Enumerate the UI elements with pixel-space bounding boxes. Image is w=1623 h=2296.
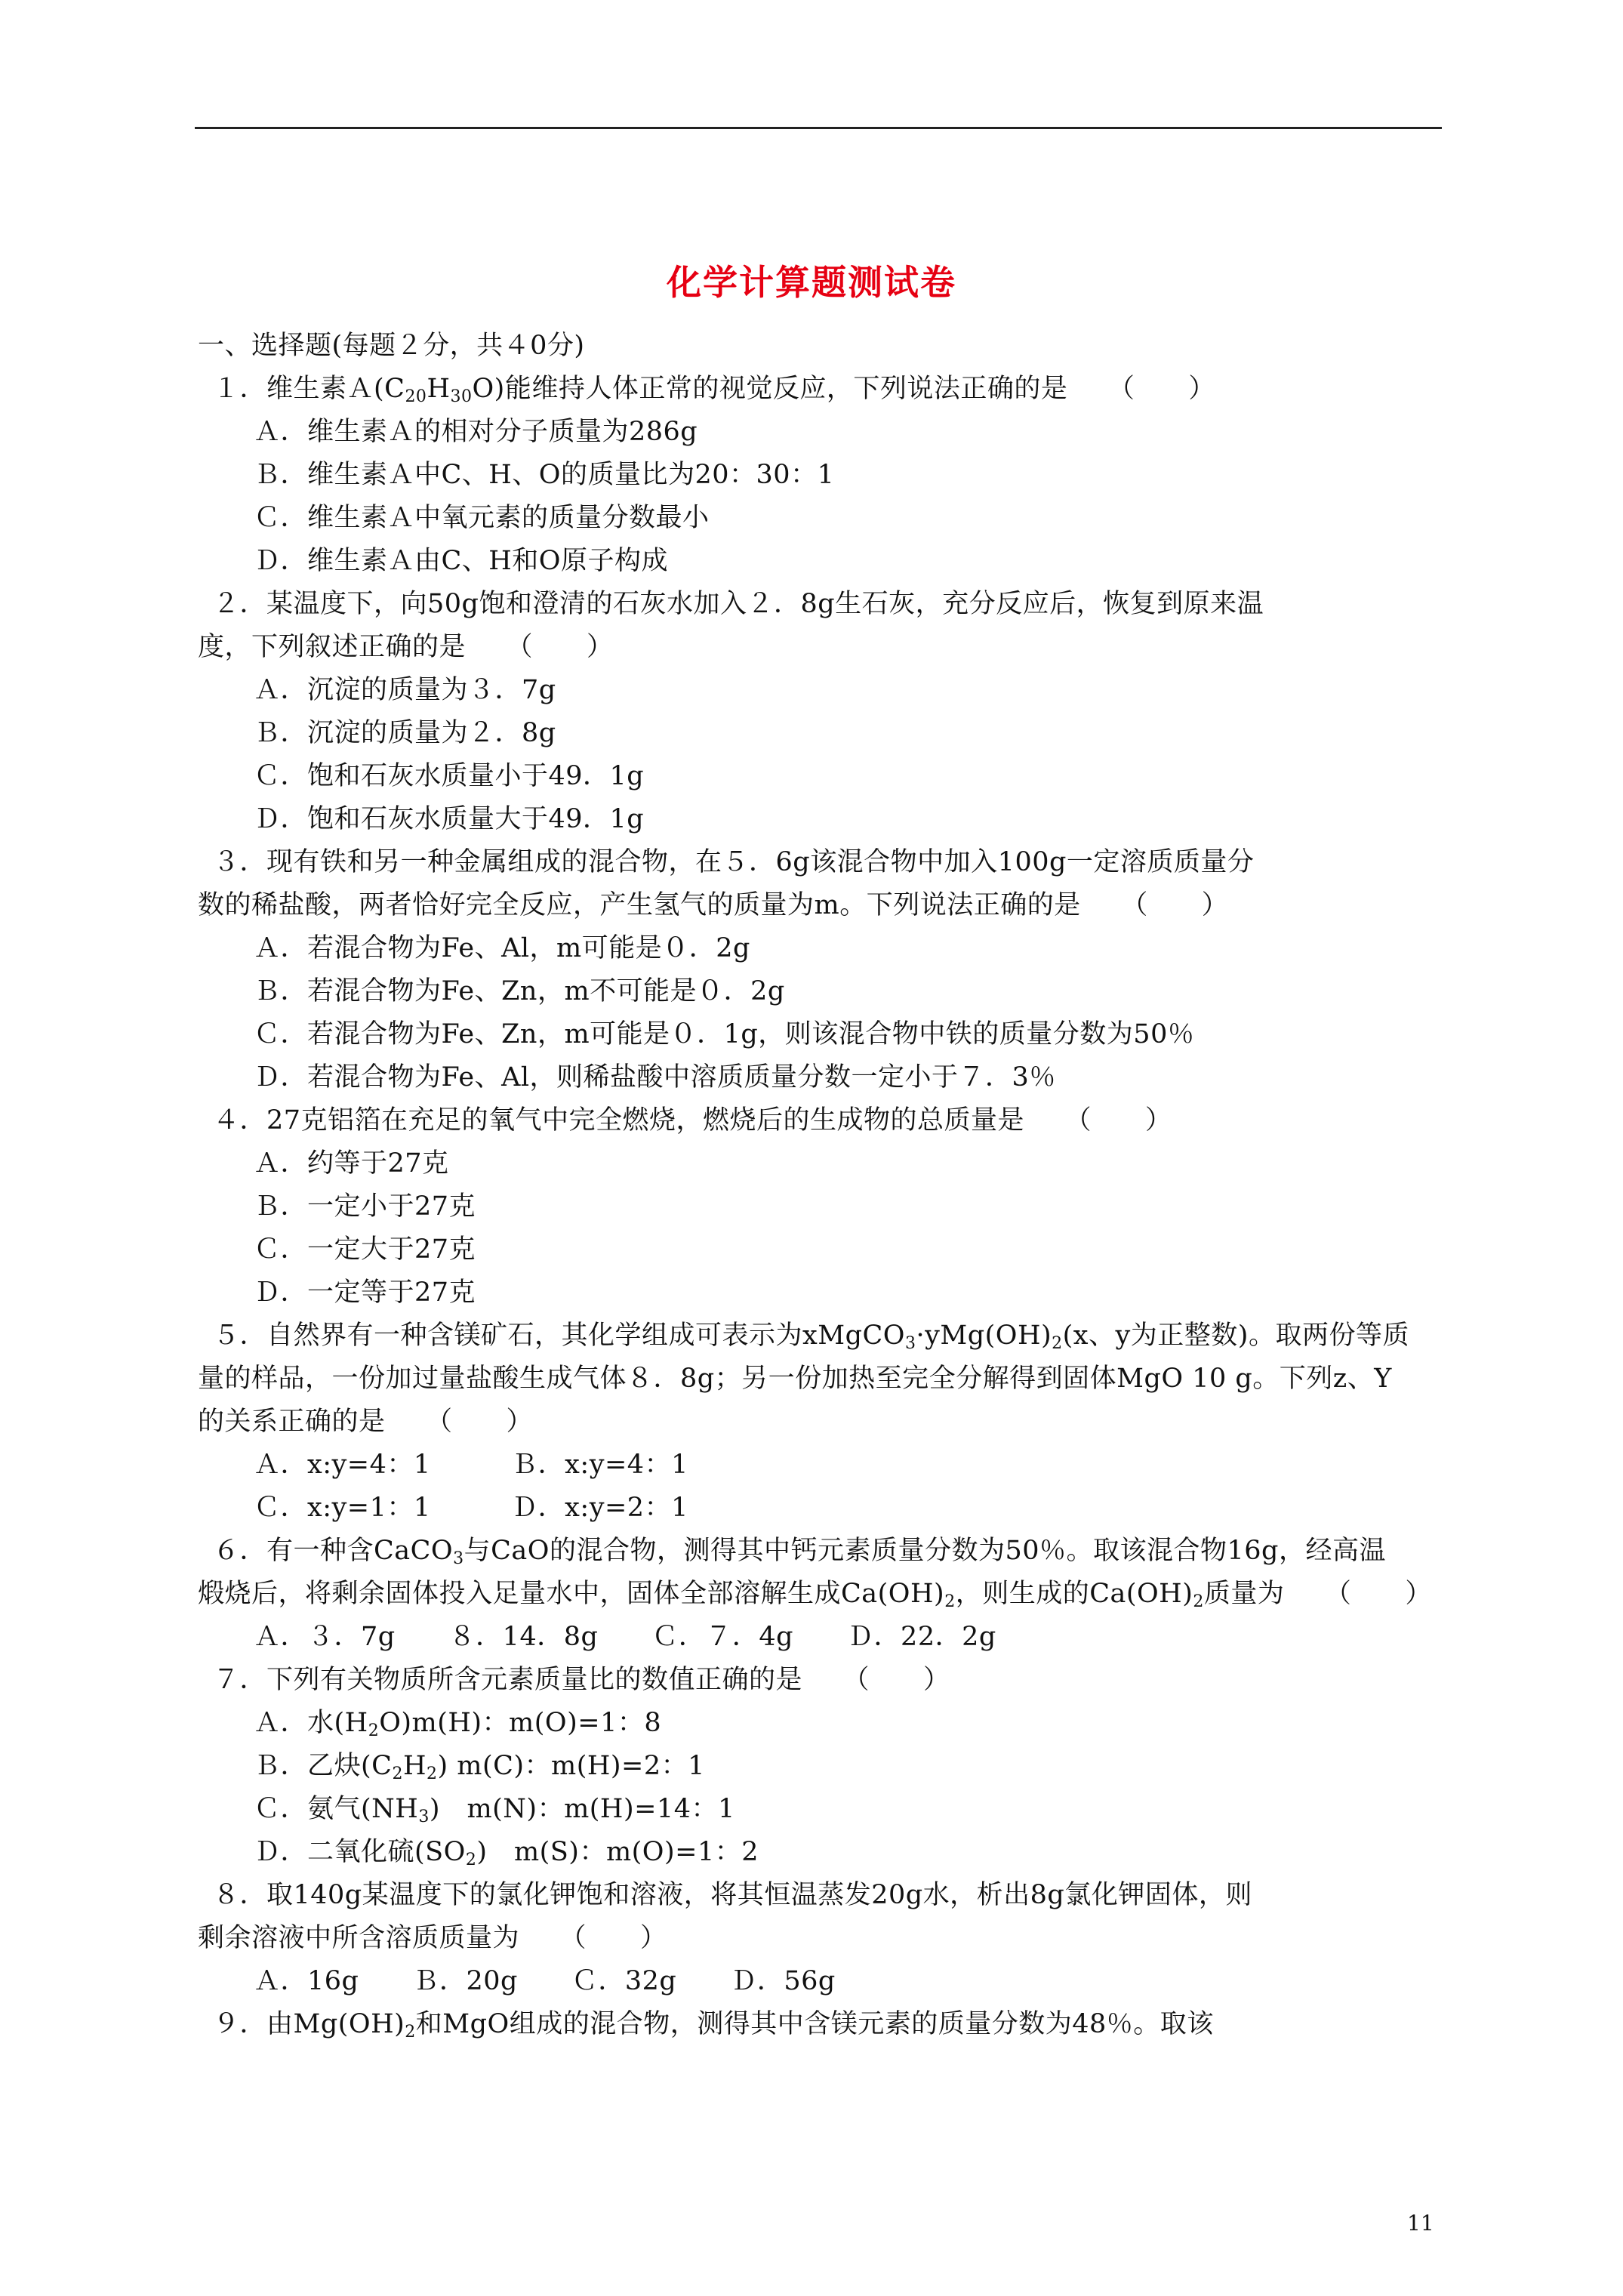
question-4: ４．27克铝箔在充足的氧气中完全燃烧，燃烧后的生成物的总质量是 （ ） bbox=[213, 1105, 1172, 1136]
option-1a: Ａ．维生素Ａ的相对分子质量为286g bbox=[254, 417, 698, 447]
option-3a: Ａ．若混合物为Fe、Al，m可能是０．2g bbox=[254, 933, 750, 963]
question-5-cont: 量的样品，一份加过量盐酸生成气体８．8g；另一份加热至完全分解得到固体MgO 10 g。下列z、Y bbox=[198, 1364, 1392, 1394]
options-8: Ａ．16g Ｂ．20g Ｃ．32g Ｄ．56g bbox=[254, 1966, 836, 1996]
option-2d: Ｄ．饱和石灰水质量大于49．1g bbox=[254, 804, 645, 834]
section-heading: 一、选择题(每题２分，共４0分) bbox=[198, 331, 585, 361]
option-7c: Ｃ．氨气$(NH_3)$ m(N)：m(H)=14：1 bbox=[254, 1794, 735, 1826]
question-8: ８．取140g某温度下的氯化钾饱和溶液，将其恒温蒸发20g水，析出8g氯化钾固体，则 bbox=[213, 1880, 1252, 1910]
question-7: ７．下列有关物质所含元素质量比的数值正确的是 （ ） bbox=[213, 1665, 950, 1695]
option-7d: Ｄ．二氧化硫$(SO_2)$ m(S)：m(O)=1：2 bbox=[254, 1837, 759, 1869]
question-9: ９．由$Mg(OH)_2$和MgO组成的混合物，测得其中含镁元素的质量分数为48％。取该 bbox=[213, 2009, 1214, 2042]
question-6-cont: 煅烧后，将剩余固体投入足量水中，固体全部溶解生成$Ca(OH)_2$，则生成的$Ca(OH)_2$质量为 （ ） bbox=[198, 1579, 1432, 1611]
option-4b: Ｂ．一定小于27克 bbox=[254, 1191, 476, 1222]
option-7a: Ａ．水$(H_2O)m(H)$：m(O)=1：8 bbox=[254, 1708, 662, 1740]
header-rule bbox=[195, 127, 1442, 129]
option-3c: Ｃ．若混合物为Fe、Zn，m可能是０．1g，则该混合物中铁的质量分数为50％ bbox=[254, 1019, 1195, 1049]
question-5: ５．自然界有一种含镁矿石，其化学组成可表示为$xMgCO_3\cdot yMg(OH)_2(x$、y为正整数)。取两份等质 bbox=[213, 1321, 1409, 1353]
question-3-cont: 数的稀盐酸，两者恰好完全反应，产生氢气的质量为m。下列说法正确的是 （ ） bbox=[198, 890, 1229, 920]
option-1b: Ｂ．维生素Ａ中C、H、O的质量比为20：30：1 bbox=[254, 460, 835, 490]
question-5-cont2: 的关系正确的是 （ ） bbox=[198, 1407, 534, 1437]
question-1: １．维生素$A(C_{20}H_{30}O)$能维持人体正常的视觉反应，下列说法正确的是 （ ） bbox=[213, 374, 1215, 406]
option-3b: Ｂ．若混合物为Fe、Zn，m不可能是０．2g bbox=[254, 976, 785, 1006]
option-1d: Ｄ．维生素Ａ由C、H和O原子构成 bbox=[254, 546, 668, 576]
option-2a: Ａ．沉淀的质量为３．7g bbox=[254, 675, 556, 705]
question-8-cont: 剩余溶液中所含溶质质量为 （ ） bbox=[198, 1923, 667, 1953]
question-2-cont: 度，下列叙述正确的是 （ ） bbox=[198, 632, 614, 662]
options-5ab: Ａ．x:y=4：1 Ｂ．x:y=4：1 bbox=[254, 1450, 688, 1480]
page-title: 化学计算题测试卷 bbox=[667, 262, 956, 303]
option-2b: Ｂ．沉淀的质量为２．8g bbox=[254, 718, 556, 748]
option-4d: Ｄ．一定等于27克 bbox=[254, 1277, 476, 1308]
page-number: 11 bbox=[1407, 2211, 1434, 2236]
option-4c: Ｃ．一定大于27克 bbox=[254, 1234, 476, 1265]
option-2c: Ｃ．饱和石灰水质量小于49．1g bbox=[254, 761, 645, 791]
options-6: Ａ．３．7g ８．14．8g Ｃ．７．4g Ｄ．22．2g bbox=[254, 1622, 996, 1652]
question-3: ３．现有铁和另一种金属组成的混合物，在５．6g该混合物中加入100g一定溶质质量分 bbox=[213, 847, 1255, 877]
options-5cd: Ｃ．x:y=1：1 Ｄ．x:y=2：1 bbox=[254, 1493, 688, 1523]
option-7b: Ｂ．乙炔$(C_2H_2)$ m(C)：m(H)=2：1 bbox=[254, 1751, 705, 1783]
option-3d: Ｄ．若混合物为Fe、Al，则稀盐酸中溶质质量分数一定小于７．3％ bbox=[254, 1062, 1056, 1093]
option-1c: Ｃ．维生素Ａ中氧元素的质量分数最小 bbox=[254, 503, 710, 533]
option-4a: Ａ．约等于27克 bbox=[254, 1148, 449, 1179]
question-6: ６．有一种含CaCO$_3$与CaO的混合物，测得其中钙元素质量分数为50％。取该混合物16g，经高温 bbox=[213, 1536, 1386, 1568]
question-2: ２．某温度下，向50g饱和澄清的石灰水加入２．8g生石灰，充分反应后，恢复到原来温 bbox=[213, 589, 1264, 619]
